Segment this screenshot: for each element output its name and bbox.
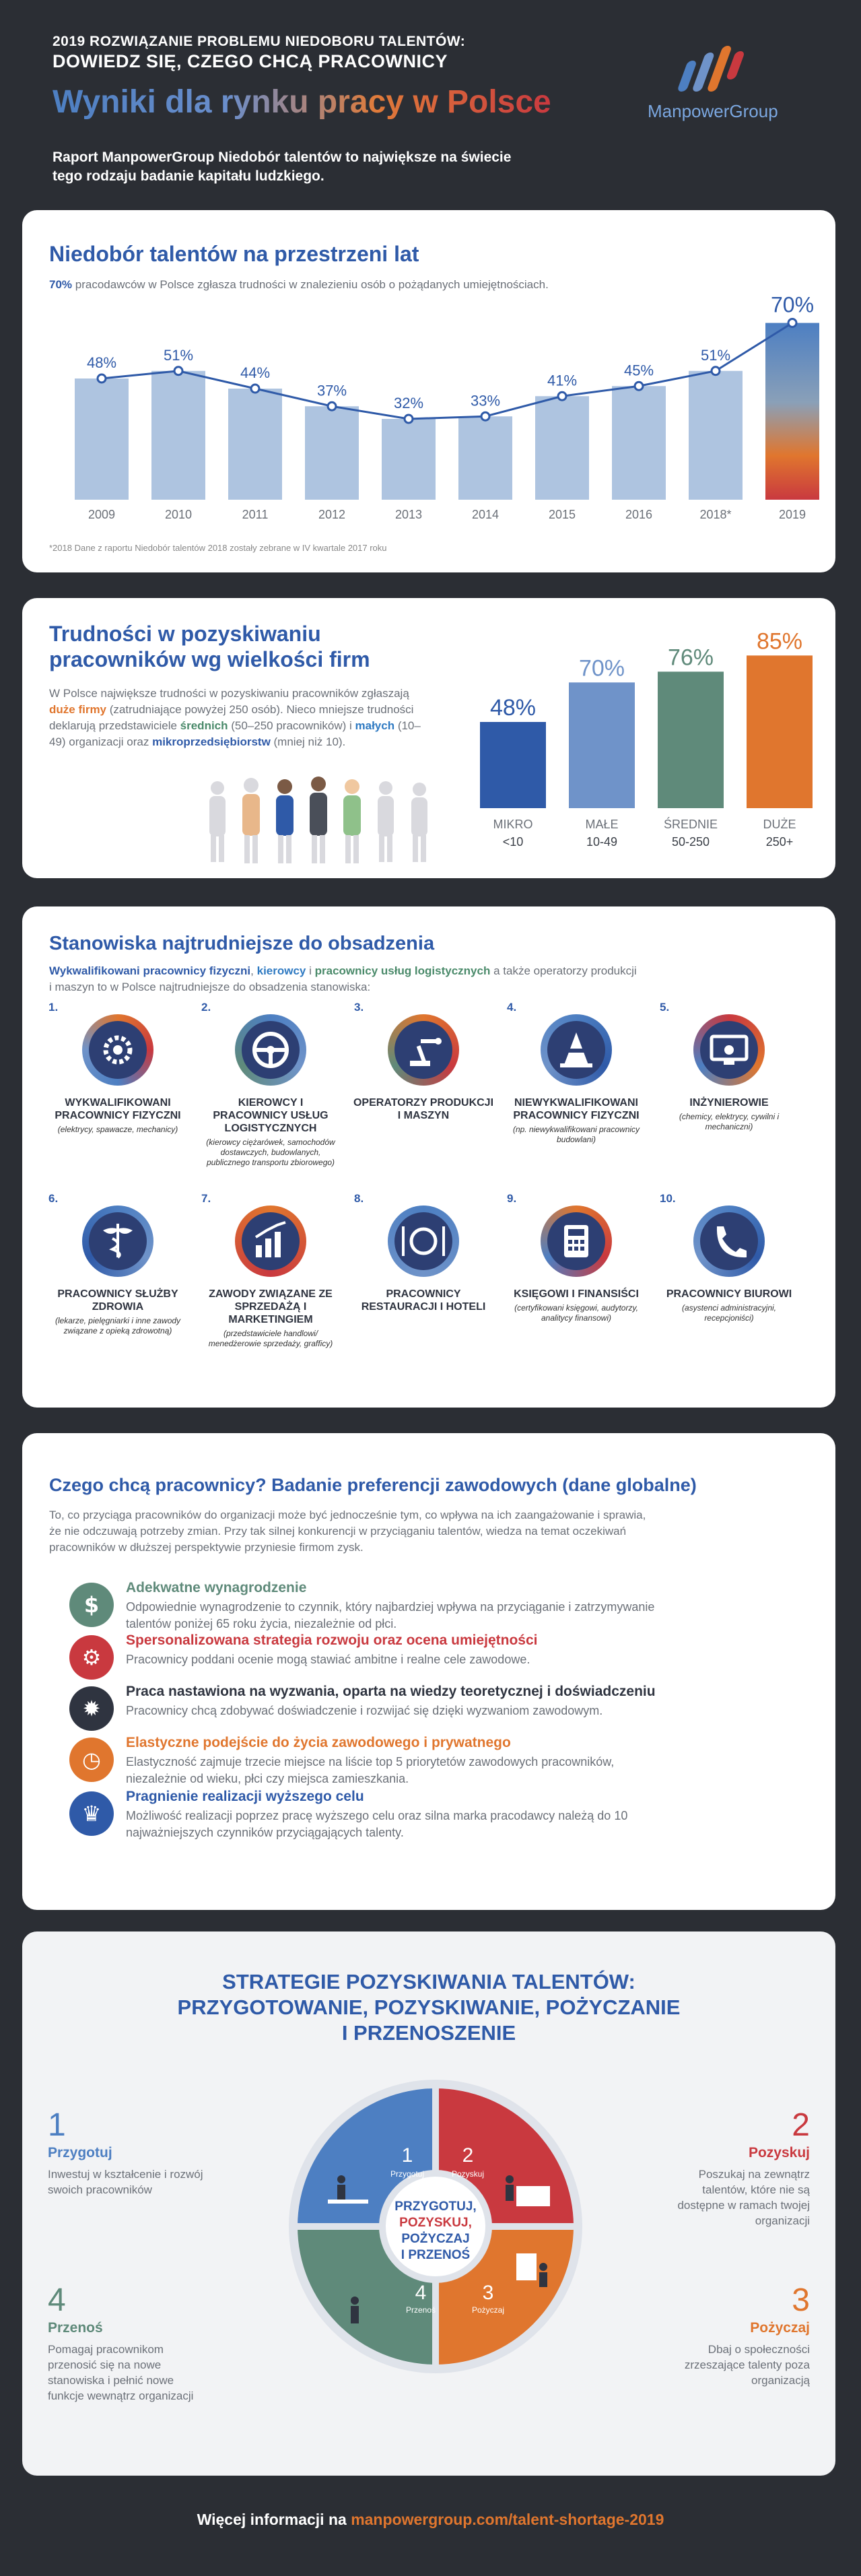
monitor-gear-icon xyxy=(705,1026,753,1074)
preference-heading: Elastyczne podejście do życia zawodowego i prywatnego xyxy=(126,1735,511,1750)
s2-p2: (zatrudniające powyżej 250 osób). Nieco mniejsze trudności deklarują przedstawiciele xyxy=(49,703,414,732)
job-number: 10. xyxy=(660,1192,676,1205)
job-item xyxy=(200,1014,341,1168)
job-item xyxy=(200,1206,341,1349)
size-bar-value: 76% xyxy=(667,645,714,671)
job-description: (asystenci administracyjni, recepcjoniści) xyxy=(681,1303,777,1323)
chart-tick-label: 2014 xyxy=(471,508,500,521)
s5-title2: PRZYGOTOWANIE, POZYSKIWANIE, POŻYCZANIE xyxy=(177,1995,681,2019)
phone-icon xyxy=(705,1218,753,1265)
s3-line2: i maszyn to w Polsce najtrudniejsze do obsadzenia stanowiska: xyxy=(49,981,371,993)
chart-tick-label: 2009 xyxy=(88,508,116,521)
s5-title3: I PRZENOSZENIE xyxy=(341,2021,516,2045)
job-title: NIEWYKWALIFIKOWANI PRACOWNICY FIZYCZNI xyxy=(513,1097,640,1121)
job-description: (kierowcy ciężarówek, samochodów dostawczych, budowlanych, publicznego transportu zbiorowego) xyxy=(206,1137,335,1167)
size-bar xyxy=(569,682,635,808)
chart-bar xyxy=(689,371,743,500)
shortage-bar-chart xyxy=(61,277,815,533)
preference-heading: Adekwatne wynagrodzenie xyxy=(126,1580,307,1595)
job-item xyxy=(658,1014,800,1132)
s2-p4: (10–49) organizacji oraz xyxy=(49,719,421,748)
s2-p5: (mniej niż 10). xyxy=(270,735,346,748)
size-bar-range: <10 xyxy=(502,835,524,849)
job-icon-ring xyxy=(693,1206,765,1277)
preference-text: Pracownicy chcą zdobywać doświadczenie i rozwijać się dzięki wyzwaniom zawodowym. xyxy=(126,1704,603,1717)
strategy-text: Inwestuj w kształcenie i rozwój swoich pracowników xyxy=(48,2168,203,2196)
job-icon-ring xyxy=(541,1014,612,1086)
wheel-label-3: Pożyczaj xyxy=(471,2305,505,2315)
size-bar xyxy=(658,671,724,808)
growth-chart-icon xyxy=(247,1218,294,1265)
section2-title-line1: Trudności w pozyskiwaniu xyxy=(49,622,321,646)
chart-tick-label: 2010 xyxy=(164,508,193,521)
preference-text: Elastyczność zajmuje trzecie miejsce na liście top 5 priorytetów zawodowych pracowników, niezależnie od wieku, płci czy miejsca zamieszkania. xyxy=(126,1755,615,1785)
robot-arm-icon xyxy=(400,1026,447,1074)
job-icon-ring xyxy=(388,1206,459,1277)
strategy-heading: Pozyskuj xyxy=(748,2145,810,2160)
chart-point xyxy=(405,415,413,423)
preference-text: Pracownicy poddani ocenie mogą stawiać ambitne i realne cele zawodowe. xyxy=(126,1653,530,1666)
size-bar-value: 70% xyxy=(578,655,625,682)
wheel-center-1: PRZYGOTUJ, xyxy=(394,2200,477,2214)
job-number: 1. xyxy=(48,1001,59,1014)
wheel-center-4: I PRZENOŚ xyxy=(401,2248,471,2262)
clock-icon: ◷ xyxy=(69,1738,114,1782)
chart-tick-label: 2016 xyxy=(625,508,653,521)
s3-sep1: , xyxy=(250,964,257,977)
size-bar-range: 50-250 xyxy=(671,835,710,849)
job-number: 9. xyxy=(507,1192,517,1205)
strategy-text: Dbaj o społeczności zrzeszające talenty poza organizacją xyxy=(684,2343,810,2387)
footer xyxy=(0,2511,861,2529)
section2-title xyxy=(49,621,370,672)
company-size-bar-chart xyxy=(453,625,830,874)
s2-hl-medium: średnich xyxy=(180,719,228,732)
plate-cutlery-icon xyxy=(400,1218,447,1265)
chart-tick-label: 2012 xyxy=(318,508,346,521)
size-bar-value: 85% xyxy=(756,628,803,655)
chart-bar xyxy=(612,386,666,500)
chart-tick-label: 2015 xyxy=(548,508,576,521)
chart-point xyxy=(635,382,643,390)
strategy-wheel xyxy=(287,2078,584,2375)
job-title: KSIĘGOWI I FINANSIŚCI xyxy=(514,1288,639,1300)
s2-hl-large: duże firmy xyxy=(49,703,107,716)
chart-value-label: 51% xyxy=(163,346,194,364)
cog-icon: ✹ xyxy=(69,1686,114,1731)
logo-text: ManpowerGroup xyxy=(648,101,778,121)
section1-lead-text: pracodawców w Polsce zgłasza trudności w znalezieniu osób o pożądanych umiejętnościach. xyxy=(72,278,549,291)
chart-tick-label: 2011 xyxy=(242,508,269,521)
section4-title: Czego chcą pracownicy? Badanie preferencji zawodowych (dane globalne) xyxy=(49,1475,697,1495)
chart-bar xyxy=(382,419,436,500)
job-icon-ring xyxy=(388,1014,459,1086)
s3-hl1: Wykwalifikowani pracownicy fizyczni xyxy=(49,964,251,977)
svg-text:1: 1 xyxy=(401,2144,413,2167)
job-icon-ring xyxy=(82,1206,153,1277)
section3-title: Stanowiska najtrudniejsze do obsadzenia xyxy=(49,933,435,954)
job-number: 7. xyxy=(201,1192,211,1205)
chart-bar xyxy=(535,396,589,500)
s2-hl-small: małych xyxy=(355,719,395,732)
chart-tick-label: 2018* xyxy=(699,508,732,521)
company-size-card xyxy=(22,598,835,878)
wheel-center-2: POZYSKUJ, xyxy=(399,2216,472,2230)
gears-icon xyxy=(94,1026,141,1074)
section1-footnote: *2018 Dane z raportu Niedobór talentów 2018 zostały zebrane w IV kwartale 2017 roku xyxy=(49,543,387,553)
chart-bar xyxy=(305,406,359,500)
section5-title xyxy=(22,1969,835,2046)
s3-hl3: pracownicy usług logistycznych xyxy=(314,964,491,977)
job-item xyxy=(353,1014,494,1125)
chart-value-label: 32% xyxy=(393,395,424,411)
employee-preferences-card xyxy=(22,1433,835,1910)
size-bar xyxy=(747,655,813,808)
s2-p3: (50–250 pracowników) i xyxy=(228,719,355,732)
strategy-number: 1 xyxy=(48,2107,66,2143)
strategy-number: 3 xyxy=(792,2282,810,2318)
job-icon-ring xyxy=(693,1014,765,1086)
preference-text: Odpowiednie wynagrodzenie to czynnik, który najbardziej wpływa na przyciąganie i zatrzymywanie talentów poniżej 65 roku życia, niezależnie od płci. xyxy=(126,1600,655,1630)
size-bar-name: ŚREDNIE xyxy=(663,818,718,831)
wheel-label-4: Przenoś xyxy=(405,2305,436,2315)
people-illustration-icon xyxy=(191,773,446,867)
chart-value-label: 51% xyxy=(700,346,731,364)
steering-wheel-icon xyxy=(247,1026,294,1074)
size-bar xyxy=(480,722,546,808)
chart-tick-label: 2013 xyxy=(394,508,423,521)
header-intro-line2: tego rodzaju badanie kapitału ludzkiego. xyxy=(53,168,324,184)
wheel-label-1: Przygotuj xyxy=(390,2169,425,2179)
strategy-item xyxy=(635,2282,810,2388)
chart-value-label: 70% xyxy=(770,292,815,317)
section2-text xyxy=(49,686,426,750)
trophy-icon: ♛ xyxy=(69,1791,114,1836)
s3-rest: a także operatorzy produkcji xyxy=(490,964,637,977)
strategies-card xyxy=(22,1931,835,2476)
preference-text: Możliwość realizacji poprzez pracę wyższego celu oraz silna marka pracodawcy należą do 10 najważniejszych czynników przyciągających talenty. xyxy=(126,1809,628,1839)
wheel-label-2: Pozyskuj xyxy=(451,2169,485,2179)
s2-hl-micro: mikroprzedsiębiorstw xyxy=(152,735,271,748)
gear-icon: ⚙ xyxy=(69,1635,114,1680)
header-subtitle: DOWIEDZ SIĘ, CZEGO CHCĄ PRACOWNICY xyxy=(53,51,448,71)
dollar-icon: $ xyxy=(69,1583,114,1627)
strategy-heading: Pożyczaj xyxy=(750,2320,810,2336)
size-bar-value: 48% xyxy=(489,695,537,721)
chart-bar xyxy=(75,378,129,500)
shortage-trend-card xyxy=(22,210,835,572)
job-number: 8. xyxy=(354,1192,364,1205)
chart-point xyxy=(712,367,720,375)
chart-bar xyxy=(458,416,512,500)
job-description: (lekarze, pielęgniarki i inne zawody związane z opieką zdrowotną) xyxy=(55,1316,181,1335)
s5-title1: STRATEGIE POZYSKIWANIA TALENTÓW: xyxy=(222,1970,635,1993)
section1-lead-pct: 70% xyxy=(49,278,73,291)
chart-value-label: 44% xyxy=(240,364,271,381)
job-title: INŻYNIEROWIE xyxy=(689,1097,769,1109)
job-item xyxy=(47,1206,188,1336)
chart-point xyxy=(558,392,566,400)
chart-point xyxy=(788,319,796,327)
section1-title: Niedobór talentów na przestrzeni lat xyxy=(49,242,419,266)
job-description: (np. niewykwalifikowani pracownicy budowlani) xyxy=(512,1125,640,1144)
strategy-text: Poszukaj na zewnątrz talentów, które nie są dostępne w ramach twojej organizacji xyxy=(677,2168,810,2227)
strategy-number: 4 xyxy=(48,2282,66,2318)
traffic-cone-icon xyxy=(553,1026,600,1074)
job-item xyxy=(353,1206,494,1316)
chart-value-label: 48% xyxy=(86,354,117,371)
job-title: PRACOWNICY SŁUŻBY ZDROWIA xyxy=(57,1288,178,1313)
size-bar-range: 10-49 xyxy=(586,835,618,849)
chart-bar xyxy=(765,323,819,500)
job-icon-ring xyxy=(82,1014,153,1086)
chart-point xyxy=(174,367,182,375)
s2-p1: W Polsce największe trudności w pozyskiwaniu pracowników zgłaszają xyxy=(49,687,409,700)
svg-text:4: 4 xyxy=(415,2282,427,2304)
size-bar-name: DUŻE xyxy=(763,818,796,831)
strategy-item xyxy=(48,2282,223,2404)
job-title: PRACOWNICY RESTAURACJI I HOTELI xyxy=(361,1288,486,1313)
chart-value-label: 45% xyxy=(623,362,654,379)
job-description: (elektrycy, spawacze, mechanicy) xyxy=(57,1125,178,1134)
size-bar-name: MIKRO xyxy=(493,818,533,831)
footer-label: Więcej informacji na xyxy=(197,2511,351,2528)
svg-text:2: 2 xyxy=(462,2144,474,2167)
wheel-center-3: POŻYCZAJ xyxy=(401,2232,470,2246)
footer-link[interactable]: manpowergroup.com/talent-shortage-2019 xyxy=(351,2511,664,2528)
svg-text:3: 3 xyxy=(482,2282,494,2304)
caduceus-icon xyxy=(94,1218,141,1265)
strategy-heading: Przygotuj xyxy=(48,2145,112,2160)
job-title: PRACOWNICY BIUROWI xyxy=(666,1288,792,1300)
job-item xyxy=(658,1206,800,1323)
calculator-icon xyxy=(553,1218,600,1265)
job-description: (przedstawiciele handlowi/ menedżerowie sprzedaży, grafficy) xyxy=(208,1329,333,1348)
page-title: Wyniki dla rynku pracy w Polsce xyxy=(53,84,551,120)
header-intro-line1: Raport ManpowerGroup Niedobór talentów to największe na świecie xyxy=(53,150,512,165)
chart-point xyxy=(328,402,336,410)
section3-lead xyxy=(49,963,637,995)
preference-heading: Pragnienie realizacji wyższego celu xyxy=(126,1789,364,1804)
strategy-item xyxy=(48,2107,223,2198)
chart-tick-label: 2019 xyxy=(778,508,806,521)
header-intro xyxy=(53,148,658,186)
job-title: WYKWALIFIKOWANI PRACOWNICY FIZYCZNI xyxy=(55,1097,181,1121)
job-number: 4. xyxy=(507,1001,517,1014)
section2-title-line2: pracowników wg wielkości firm xyxy=(49,647,370,671)
strategy-item xyxy=(635,2107,810,2228)
job-item xyxy=(506,1014,647,1145)
size-bar-name: MAŁE xyxy=(585,818,619,831)
job-icon-ring xyxy=(235,1014,306,1086)
chart-point xyxy=(98,374,106,383)
job-item xyxy=(506,1206,647,1323)
chart-value-label: 41% xyxy=(547,372,578,389)
preference-heading: Spersonalizowana strategia rozwoju oraz ocena umiejętności xyxy=(126,1632,538,1648)
job-description: (chemicy, elektrycy, cywilni i mechaniczni) xyxy=(679,1112,780,1131)
job-number: 6. xyxy=(48,1192,59,1205)
chart-value-label: 37% xyxy=(316,382,347,399)
strategy-text: Pomagaj pracownikom przenosić się na nowe stanowiska i pełnić nowe funkcje wewnątrz organizacji xyxy=(48,2343,194,2402)
chart-bar xyxy=(151,371,205,500)
chart-point xyxy=(481,412,489,420)
s4-intro3: pracowników w dłuższej perspektywie przyniesie firmom zysk. xyxy=(49,1541,364,1554)
job-number: 2. xyxy=(201,1001,211,1014)
job-icon-ring xyxy=(541,1206,612,1277)
s3-hl2: kierowcy xyxy=(256,964,306,977)
strategy-heading: Przenoś xyxy=(48,2320,103,2336)
s4-intro2: że nie odczuwają potrzeby zmian. Przy tak silnej konkurencji w przyciąganiu talentów, wiedza na temat oczekiwań xyxy=(49,1525,627,1538)
job-icon-ring xyxy=(235,1206,306,1277)
job-number: 3. xyxy=(354,1001,364,1014)
header-kicker: 2019 ROZWIĄZANIE PROBLEMU NIEDOBORU TALENTÓW: xyxy=(53,34,466,49)
job-description: (certyfikowani księgowi, audytorzy, analitycy finansowi) xyxy=(514,1303,638,1323)
chart-bar xyxy=(228,389,282,500)
chart-value-label: 33% xyxy=(470,392,501,409)
chart-point xyxy=(251,385,259,393)
job-title: ZAWODY ZWIĄZANE ZE SPRZEDAŻĄ I MARKETINGIEM xyxy=(209,1288,333,1325)
s3-sep2: i xyxy=(306,964,315,977)
section4-intro xyxy=(49,1507,646,1556)
job-item xyxy=(47,1014,188,1135)
strategy-number: 2 xyxy=(792,2107,810,2143)
size-bar-range: 250+ xyxy=(765,835,794,849)
job-title: KIEROWCY I PRACOWNICY USŁUG LOGISTYCZNYCH xyxy=(213,1097,329,1134)
job-number: 5. xyxy=(660,1001,670,1014)
job-title: OPERATORZY PRODUKCJI I MASZYN xyxy=(353,1097,494,1121)
s4-intro1: To, co przyciąga pracowników do organizacji może być jednocześnie tym, co wpływa na ich zaangażowanie i sprawia, xyxy=(49,1509,646,1521)
hard-to-fill-card xyxy=(22,906,835,1408)
preference-heading: Praca nastawiona na wyzwania, oparta na wiedzy teoretycznej i doświadczeniu xyxy=(126,1684,656,1699)
